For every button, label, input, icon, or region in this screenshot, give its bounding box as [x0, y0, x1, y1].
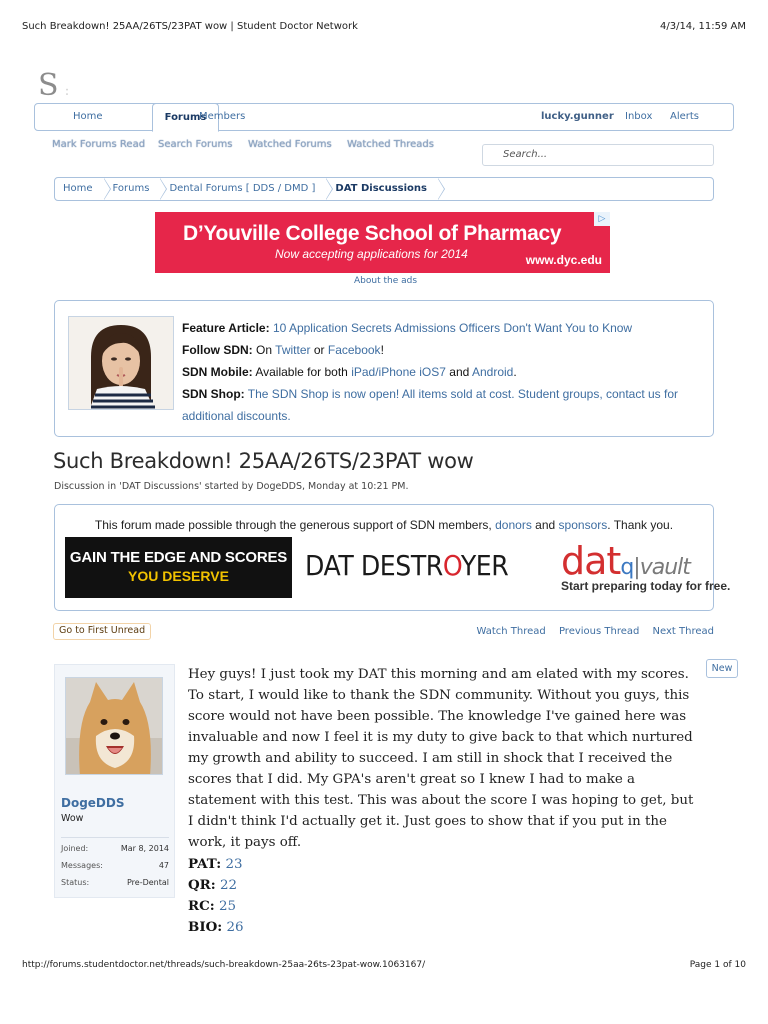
tab-members[interactable]: Members [199, 111, 246, 122]
user-avatar[interactable] [65, 677, 163, 775]
next-thread-link[interactable]: Next Thread [652, 626, 714, 637]
breadcrumb-dat-discussions[interactable]: DAT Discussions [327, 178, 439, 200]
print-title: Such Breakdown! 25AA/26TS/23PAT wow | Student Doctor Network [22, 21, 358, 32]
print-header [22, 21, 746, 32]
breadcrumb-dental-forums[interactable]: Dental Forums [ DDS / DMD ] [161, 178, 327, 200]
thread-links [466, 626, 714, 637]
period-text: . [513, 365, 517, 379]
logo-faint: : [64, 83, 72, 99]
score-value[interactable]: 25 [219, 899, 237, 914]
score-rc [188, 896, 244, 917]
user-stats [61, 837, 169, 891]
sponsor-text [55, 518, 713, 532]
thread-title: Such Breakdown! 25AA/26TS/23PAT wow [53, 449, 474, 473]
sponsor-and: and [535, 518, 556, 532]
sponsors-link[interactable]: sponsors [558, 518, 608, 532]
datq-vault: vault [639, 555, 690, 580]
score-bio [188, 917, 244, 938]
mobile-line [182, 361, 682, 383]
ad-title: D’Youville College School of Pharmacy [183, 222, 562, 245]
ad-url: www.dyc.edu [525, 253, 602, 267]
follow-label: Follow SDN: [182, 343, 253, 357]
sponsor-text-post: . Thank you. [607, 518, 674, 532]
score-value[interactable]: 26 [226, 920, 244, 935]
datd-o: O [442, 549, 461, 582]
score-label: BIO: [188, 919, 223, 935]
breadcrumb [54, 177, 714, 201]
print-url: http://forums.studentdoctor.net/threads/such-breakdown-25aa-26ts-23pat-wow.1063167/ [22, 960, 426, 970]
excl-text: ! [380, 343, 384, 357]
gain-line-2: YOU DESERVE [128, 568, 229, 584]
sponsor-box [54, 504, 731, 611]
about-ads-link[interactable]: About the ads [354, 276, 418, 286]
feature-article-line [182, 317, 682, 339]
stat-label: Joined: [61, 844, 89, 853]
feature-article-link[interactable]: 10 Application Secrets Admissions Officers Don't Want You to Know [272, 321, 633, 335]
previous-thread-link[interactable]: Previous Thread [558, 626, 640, 637]
main-navbar [34, 103, 734, 131]
user-menu[interactable]: lucky.gunner [541, 111, 614, 122]
post-username[interactable]: DogeDDS [61, 796, 125, 810]
post-user-title: Wow [61, 813, 84, 824]
mobile-text: Available for both [255, 365, 348, 379]
feature-label: Feature Article: [182, 321, 270, 335]
notice-woman-image [68, 316, 174, 410]
mobile-label: SDN Mobile: [182, 365, 253, 379]
inbox-link[interactable]: Inbox [625, 111, 653, 122]
stat-label: Status: [61, 878, 90, 887]
gain-line-1: GAIN THE EDGE AND SCORES [69, 549, 288, 566]
stat-label: Messages: [61, 861, 103, 870]
shop-link[interactable]: The SDN Shop is now open! All items sold at cost. Student groups, contact us for additional discounts. [182, 387, 679, 423]
notice-box [54, 300, 714, 437]
stat-status [61, 874, 169, 891]
stat-messages [61, 857, 169, 874]
dat-destroyer-ad[interactable] [305, 549, 508, 582]
stat-value: Mar 8, 2014 [120, 844, 169, 853]
shop-label: SDN Shop: [182, 387, 245, 401]
score-label: QR: [188, 877, 216, 893]
notice-lines [182, 317, 682, 427]
logo-letter: S [38, 68, 61, 103]
score-label: PAT: [188, 856, 222, 872]
score-value[interactable]: 22 [220, 878, 238, 893]
sponsor-text-pre: This forum made possible through the generous support of SDN members, [94, 518, 492, 532]
or-text: or [313, 343, 325, 357]
datq-tagline: Start preparing today for free. [561, 579, 731, 593]
watched-threads-link[interactable]: Watched Threads [347, 139, 434, 150]
datq-q: q [620, 555, 634, 580]
new-badge[interactable]: New [706, 659, 738, 678]
alerts-link[interactable]: Alerts [670, 111, 700, 122]
go-to-first-unread-button[interactable]: Go to First Unread [53, 623, 151, 640]
donors-link[interactable]: donors [495, 518, 532, 532]
stat-joined [61, 840, 169, 857]
datq-sep: | [633, 555, 640, 580]
gain-edge-ad[interactable] [65, 537, 292, 598]
thread-meta: Discussion in 'DAT Discussions' started by DogeDDS, Monday at 10:21 PM. [54, 481, 409, 492]
tab-home[interactable]: Home [73, 111, 103, 122]
follow-on-text: On [256, 343, 273, 357]
print-page: Page 1 of 10 [689, 960, 746, 970]
adchoices-icon[interactable]: ▷ [594, 212, 610, 226]
breadcrumb-home[interactable]: Home [55, 178, 105, 200]
datq-dat: dat [561, 539, 621, 583]
android-link[interactable]: Android [471, 365, 514, 379]
and-text: and [449, 365, 470, 379]
print-datetime: 4/3/14, 11:59 AM [659, 21, 746, 32]
search-input[interactable]: Search... [482, 144, 714, 166]
post-user-info [54, 664, 175, 898]
score-list [188, 854, 244, 938]
twitter-link[interactable]: Twitter [275, 343, 311, 357]
score-qr [188, 875, 244, 896]
stat-value: Pre-Dental [126, 878, 169, 887]
post-message: Hey guys! I just took my DAT this morning and am elated with my scores. To start, I would like to thank the SDN community. Without you guys, this score would not have been possible. The knowledge I've gained here was invaluable and now I feel it is my duty to give back to that which nurtured my growth and ability to succeed. I am still in shock that I received the scores that I did. My GPA's aren't great so I knew I had to make a statement with this test. This was about the score I was hoping to get, but I didn't think I'd actually get it. Just goes to show that if you put in the work, it pays off. [188, 667, 694, 850]
ad-subtitle: Now accepting applications for 2014 [275, 247, 468, 261]
tab-forums[interactable]: Forums [152, 103, 219, 132]
follow-line [182, 339, 682, 361]
site-logo[interactable] [38, 68, 71, 103]
datq-logo [561, 539, 690, 583]
breadcrumb-forums[interactable]: Forums [105, 178, 162, 200]
shop-line [182, 383, 682, 427]
watched-forums-link[interactable]: Watched Forums [248, 139, 332, 150]
score-label: RC: [188, 898, 215, 914]
facebook-link[interactable]: Facebook [327, 343, 381, 357]
score-value[interactable]: 23 [225, 857, 243, 872]
print-footer [22, 960, 746, 970]
ad-banner[interactable] [155, 212, 610, 273]
datd-part-b: YER [460, 549, 509, 582]
score-pat [188, 854, 244, 875]
datqvault-ad[interactable] [561, 539, 731, 593]
watch-thread-link[interactable]: Watch Thread [476, 626, 546, 637]
datd-part-a: DAT DESTR [305, 549, 443, 582]
stat-value[interactable]: 47 [158, 861, 169, 870]
mark-forums-read-link[interactable]: Mark Forums Read [52, 139, 146, 150]
search-forums-link[interactable]: Search Forums [158, 139, 233, 150]
ios-link[interactable]: iPad/iPhone iOS7 [351, 365, 446, 379]
